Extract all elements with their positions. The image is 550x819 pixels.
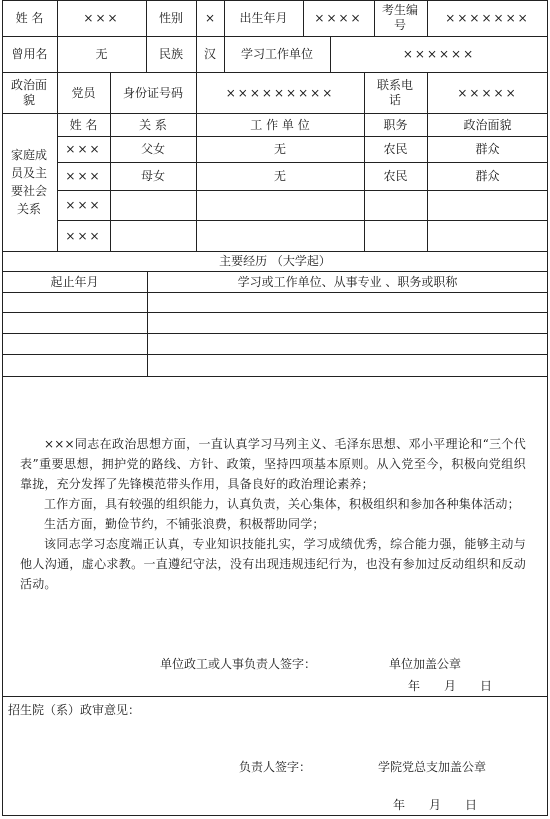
gender-label: 性别 bbox=[158, 11, 183, 25]
former-name-label: 曾用名 bbox=[11, 47, 48, 61]
family-header-politics: 政治面貌 bbox=[463, 117, 512, 132]
birth-value: ×××× bbox=[314, 11, 363, 25]
family-row-2-unit: 无 bbox=[273, 169, 286, 183]
experience-col-detail: 学习或工作单位、从事专业 、职务或职称 bbox=[237, 274, 458, 289]
school-opinion-label: 招生院（系）政审意见： bbox=[8, 703, 141, 717]
work-unit-label: 学习工作单位 bbox=[240, 47, 313, 61]
id-value: ××××××××× bbox=[225, 85, 335, 100]
rule bbox=[2, 354, 548, 355]
family-row-1-relation: 父女 bbox=[140, 142, 165, 156]
appraisal-paragraph-1: ×××同志在政治思想方面，一直认真学习马列主义、毛泽东思想、邓小平理论和“三个代表”重要思想，拥护党的路线、方针、政策，坚持四项基本原则。从入党至今，积极向党组织靠拢，充分发挥了先锋模范带头作用，具备良好的政治理论素养； bbox=[20, 437, 526, 491]
political-label: 政治面貌 bbox=[10, 77, 47, 107]
phone-value: ××××× bbox=[457, 85, 518, 100]
rule bbox=[2, 333, 548, 334]
ethnicity-label: 民族 bbox=[158, 47, 183, 61]
family-row-1-duty: 农民 bbox=[383, 142, 408, 156]
school-seal-label: 学院党总支加盖公章 bbox=[378, 760, 487, 774]
work-unit-value: ×××××× bbox=[402, 47, 476, 61]
appraisal-paragraph-3: 生活方面，勤俭节约，不铺张浪费，积极帮助同学； bbox=[44, 517, 325, 531]
family-row-3-name: ××× bbox=[65, 198, 102, 212]
experience-title: 主要经历 （大学起） bbox=[219, 254, 331, 268]
rule bbox=[2, 376, 548, 377]
experience-col-period: 起止年月 bbox=[50, 274, 99, 289]
rule bbox=[2, 292, 548, 293]
family-row-2-relation: 母女 bbox=[140, 169, 165, 183]
rule bbox=[2, 312, 548, 313]
family-header-unit: 工 作 单 位 bbox=[250, 117, 310, 132]
family-row-2-politics: 群众 bbox=[475, 169, 500, 183]
family-row-2-duty: 农民 bbox=[383, 169, 408, 183]
rule bbox=[57, 220, 548, 221]
family-row-1-politics: 群众 bbox=[475, 142, 500, 156]
name-label: 姓 名 bbox=[15, 11, 44, 25]
family-row-2-name: ××× bbox=[65, 169, 102, 183]
id-label: 身份证号码 bbox=[122, 85, 183, 100]
school-date-label: 年 月 日 bbox=[393, 798, 478, 812]
family-row-4-name: ××× bbox=[65, 228, 102, 243]
school-signer-label: 负责人签字： bbox=[239, 760, 312, 774]
unit-signer-label: 单位政工或人事负责人签字： bbox=[160, 657, 317, 671]
rule bbox=[2, 696, 548, 697]
exam-no-label: 考生编号 bbox=[382, 3, 419, 32]
name-value: ××× bbox=[83, 11, 120, 25]
family-row-1-unit: 无 bbox=[273, 142, 286, 156]
family-header-duty: 职务 bbox=[383, 117, 408, 132]
political-value: 党员 bbox=[71, 85, 96, 100]
family-header-relation: 关 系 bbox=[139, 117, 167, 132]
appraisal-paragraph-4: 该同志学习态度端正认真，专业知识技能扎实，学习成绩优秀，综合能力强，能够主动与他人沟通，虚心求教。一直遵纪守法，没有出现违规违纪行为，也没有参加过反动组织和反动活动。 bbox=[20, 537, 526, 591]
family-section-label: 家庭成员及主要社会关系 bbox=[10, 148, 47, 216]
rule bbox=[57, 190, 548, 191]
phone-label: 联系电话 bbox=[376, 77, 413, 107]
ethnicity-value: 汉 bbox=[203, 47, 216, 61]
unit-date-label: 年 月 日 bbox=[408, 679, 493, 693]
appraisal-paragraph-2: 工作方面，具有较强的组织能力，认真负责，关心集体，积极组织和参加各种集体活动； bbox=[44, 497, 520, 511]
birth-label: 出生年月 bbox=[239, 11, 288, 25]
gender-value: × bbox=[204, 11, 216, 25]
family-row-1-name: ××× bbox=[65, 142, 102, 156]
unit-seal-label: 单位加盖公章 bbox=[389, 657, 462, 671]
exam-no-value: ××××××× bbox=[445, 11, 530, 25]
family-header-name: 姓 名 bbox=[69, 117, 98, 132]
former-name-value: 无 bbox=[95, 47, 108, 61]
